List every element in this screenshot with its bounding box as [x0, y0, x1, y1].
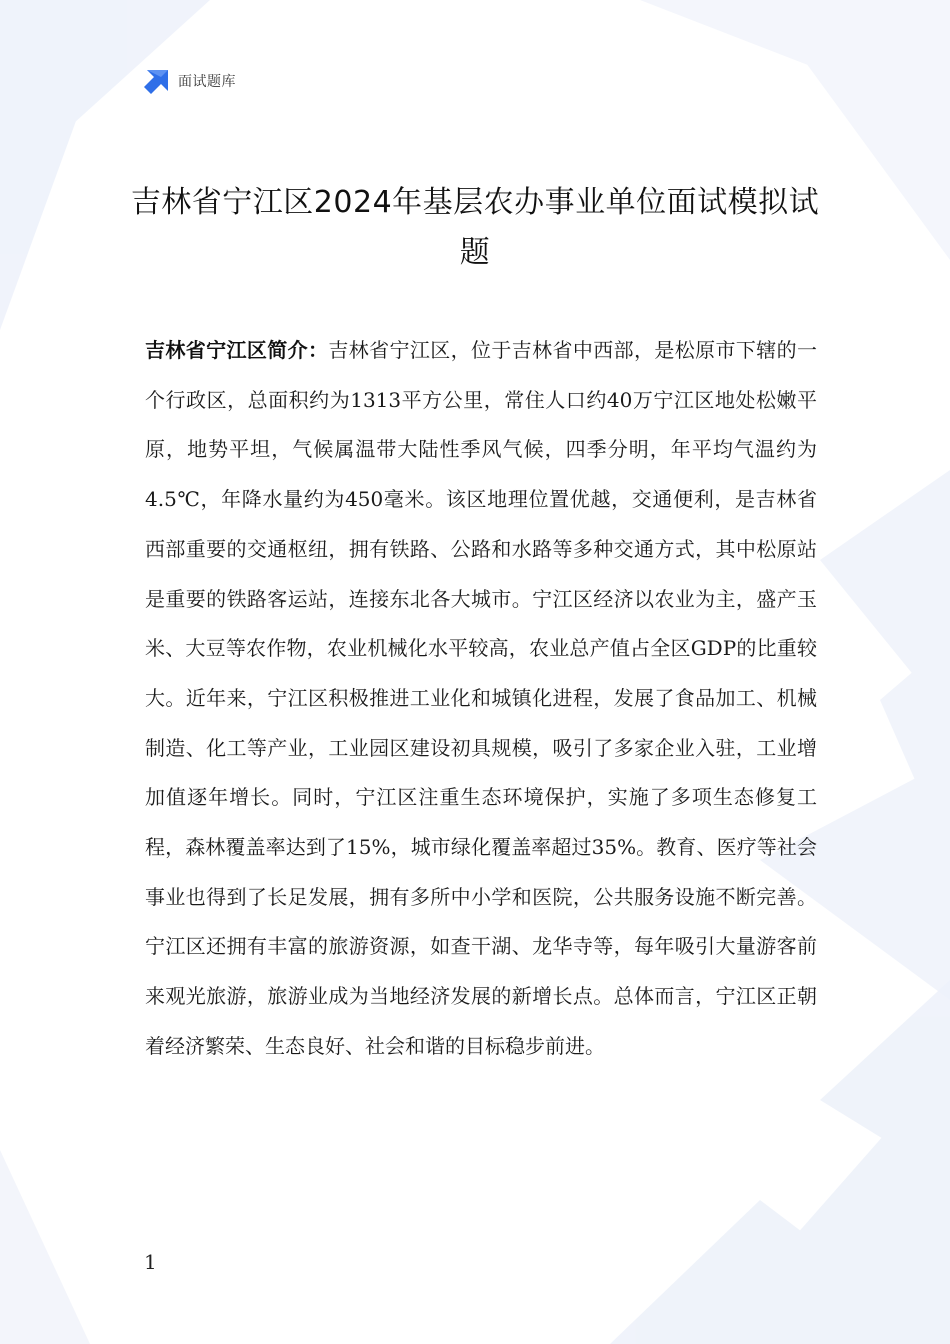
- intro-paragraph: [145, 326, 817, 1072]
- page-title: 吉林省宁江区2024年基层农办事业单位面试模拟试题: [130, 185, 820, 270]
- arrow-up-right-icon: [144, 68, 170, 94]
- page-number: 1: [144, 1250, 157, 1274]
- brand-header[interactable]: [144, 68, 236, 94]
- intro-label: 吉林省宁江区简介：: [145, 338, 329, 362]
- brand-name: 面试题库: [178, 74, 236, 90]
- intro-text: 吉林省宁江区，位于吉林省中西部，是松原市下辖的一个行政区，总面积约为1313平方公里，常住人口约40万宁江区地处松嫩平原，地势平坦，气候属温带大陆性季风气候，四季分明，年平均气温约为4.5℃，年降水量约为450毫米。该区地理位置优越，交通便利，是吉林省西部重要的交通枢纽，拥有铁路、公路和水路等多种交通方式，其中松原站是重要的铁路客运站，连接东北各大城市。宁江区经济以农业为主，盛产玉米、大豆等农作物，农业机械化水平较高，农业总产值占全区GDP的比重较大。近年来，宁江区积极推进工业化和城镇化进程，发展了食品加工、机械制造、化工等产业，工业园区建设初具规模，吸引了多家企业入驻，工业增加值逐年增长。同时，宁江区注重生态环境保护，实施了多项生态修复工程，森林覆盖率达到了15%，城市绿化覆盖率超过35%。教育、医疗等社会事业也得到了长足发展，拥有多所中小学和医院，公共服务设施不断完善。宁江区还拥有丰富的旅游资源，如查干湖、龙华寺等，每年吸引大量游客前来观光旅游，旅游业成为当地经济发展的新增长点。总体而言，宁江区正朝着经济繁荣、生态良好、社会和谐的目标稳步前进。: [145, 338, 817, 1058]
